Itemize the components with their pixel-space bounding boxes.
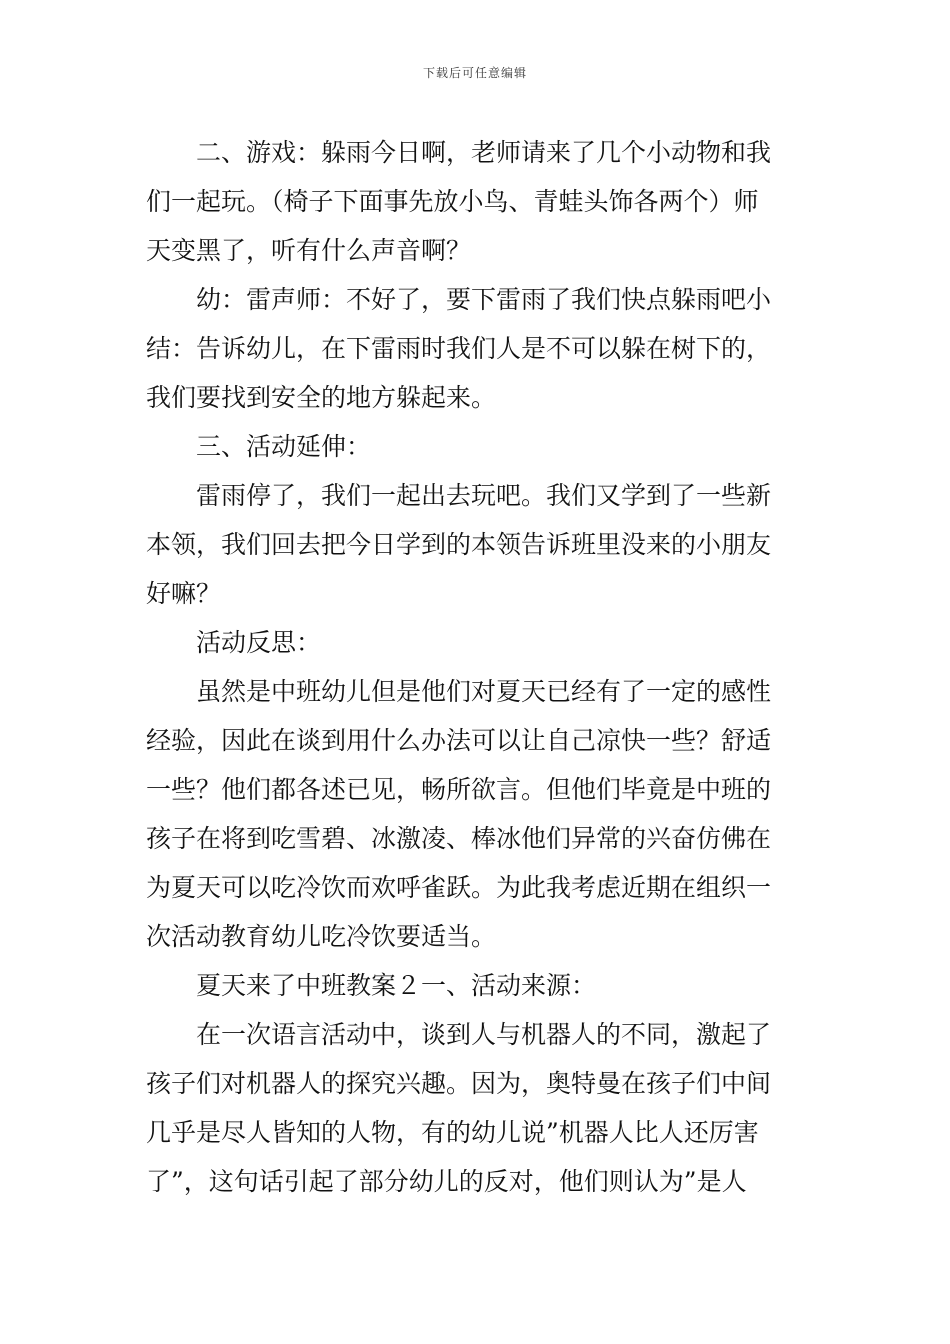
text-line: 幼：雷声师：不好了，要下雷雨了我们快点躲雨吧小 bbox=[196, 285, 772, 314]
text-line: 我们要找到安全的地方躲起来。 bbox=[146, 383, 497, 412]
text-line: 为夏天可以吃冷饮而欢呼雀跃。为此我考虑近期在组织一 bbox=[146, 873, 772, 902]
text-line: 几乎是尽人皆知的人物，有的幼儿说”机器人比人还厉害 bbox=[146, 1118, 759, 1147]
text-line: 了”，这句话引起了部分幼儿的反对，他们则认为”是人 bbox=[146, 1167, 747, 1196]
text-line: 雷雨停了，我们一起出去玩吧。我们又学到了一些新 bbox=[196, 481, 772, 510]
text-line: 天变黑了，听有什么声音啊？ bbox=[146, 236, 472, 265]
text-line: 孩子们对机器人的探究兴趣。因为，奥特曼在孩子们中间 bbox=[146, 1069, 772, 1098]
text-line: 虽然是中班幼儿但是他们对夏天已经有了一定的感性 bbox=[196, 677, 772, 706]
text-line: 结：告诉幼儿，在下雷雨时我们人是不可以躲在树下的， bbox=[146, 334, 772, 363]
section-heading: 夏天来了中班教案２一、活动来源： bbox=[196, 971, 597, 1000]
text-line: 次活动教育幼儿吃冷饮要适当。 bbox=[146, 922, 497, 951]
text-line: 经验，因此在谈到用什么办法可以让自己凉快一些？舒适 bbox=[146, 726, 772, 755]
text-line: 二、游戏：躲雨今日啊，老师请来了几个小动物和我 bbox=[196, 138, 772, 167]
section-heading: 活动反思： bbox=[196, 628, 322, 657]
text-line: 本领，我们回去把今日学到的本领告诉班里没来的小朋友 bbox=[146, 530, 772, 559]
text-line: 好嘛？ bbox=[146, 579, 222, 608]
text-line: 在一次语言活动中，谈到人与机器人的不同，激起了 bbox=[196, 1020, 772, 1049]
text-line: 们一起玩。（椅子下面事先放小鸟、青蛙头饰各两个）师 bbox=[146, 187, 759, 216]
page-header: 下载后可任意编辑 bbox=[422, 66, 527, 80]
text-line: 孩子在将到吃雪碧、冰激凌、棒冰他们异常的兴奋仿佛在 bbox=[146, 824, 772, 853]
document-body bbox=[146, 128, 808, 1206]
section-heading: 三、活动延伸： bbox=[196, 432, 372, 461]
text-line: 一些？他们都各述已见，畅所欲言。但他们毕竟是中班的 bbox=[146, 775, 772, 804]
